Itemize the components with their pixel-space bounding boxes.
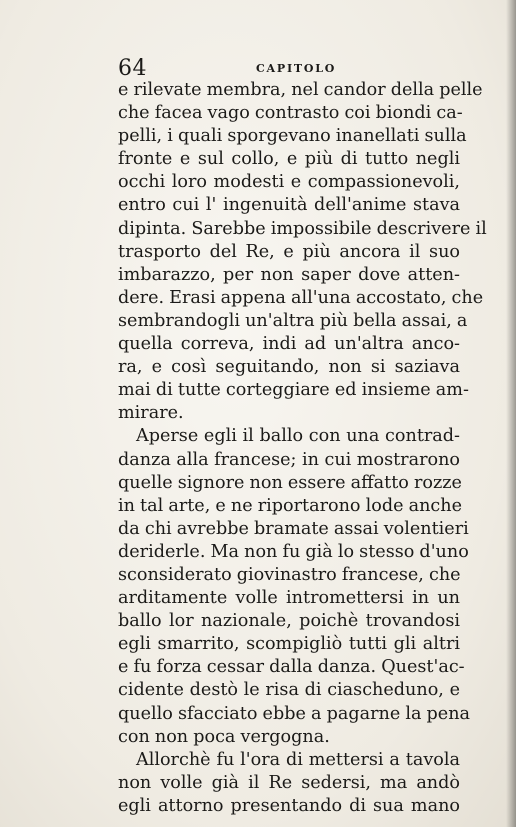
text-line: e fu forza cessar dalla danza. Quest'ac-	[118, 657, 465, 678]
text-line: sconsiderato giovinastro francese, che	[118, 564, 461, 585]
text-line: danza alla francese; in cui mostrarono	[118, 449, 460, 470]
paragraph-start-line: Allorchè fu l'ora di mettersi a tavola	[136, 749, 460, 770]
text-line: entro cui l' ingenuità dell'anime stava	[118, 195, 460, 216]
text-line: fronte e sul collo, e più di tutto negli	[118, 149, 460, 170]
text-line: quella correva, indi ad un'altra anco-	[118, 334, 460, 355]
body-text	[118, 79, 487, 818]
text-line: in tal arte, e ne riportarono lode anche	[118, 495, 463, 516]
text-line: pelli, i quali sporgevano inanellati sulla	[118, 126, 467, 147]
page-number: 64	[118, 56, 147, 81]
page-edge-shadow	[506, 0, 516, 827]
text-line: occhi loro modesti e compassionevoli,	[118, 172, 460, 193]
text-line: che facea vago contrasto coi biondi ca-	[118, 103, 463, 124]
text-line: mai di tutte corteggiare ed insieme am-	[118, 380, 469, 401]
text-line: egli attorno presentando di sua mano	[118, 795, 460, 816]
text-line: da chi avrebbe bramate assai volentieri	[118, 518, 469, 539]
text-line: cidente destò le risa di ciascheduno, e	[118, 680, 460, 701]
paragraph-start-line: Aperse egli il ballo con una contrad-	[136, 426, 460, 447]
running-head: CAPITOLO	[256, 62, 337, 75]
text-line: sembrandogli un'altra più bella assai, a	[118, 310, 468, 331]
text-line: arditamente volle intromettersi in un	[118, 588, 460, 609]
text-line: quello sfacciato ebbe a pagarne la pena	[118, 703, 471, 724]
text-line: imbarazzo, per non saper dove atten-	[118, 264, 460, 285]
text-line: deriderle. Ma non fu già lo stesso d'uno	[118, 541, 469, 562]
text-line: egli smarrito, scompigliò tutti gli altri	[118, 634, 460, 655]
text-line: mirare.	[118, 403, 184, 424]
text-line: dipinta. Sarebbe impossibile descrivere il	[118, 218, 487, 239]
text-line: non volle già il Re sedersi, ma andò	[118, 772, 460, 793]
text-line: ballo lor nazionale, poichè trovandosi	[118, 611, 460, 632]
text-line: dere. Erasi appena all'una accostato, che	[118, 287, 484, 308]
text-line: trasporto del Re, e più ancora il suo	[118, 241, 460, 262]
text-line: ra, e così seguitando, non si saziava	[118, 357, 460, 378]
text-line: e rilevate membra, nel candor della pelle	[118, 80, 483, 100]
text-line: quelle signore non essere affatto rozze	[118, 472, 462, 493]
text-line: con non poca vergogna.	[118, 726, 330, 747]
